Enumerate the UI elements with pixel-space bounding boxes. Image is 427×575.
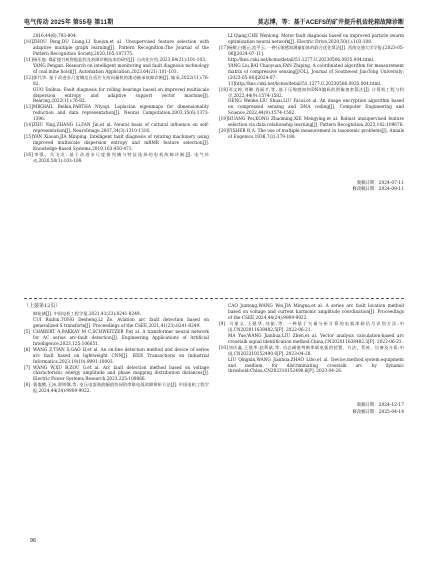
top-right-references <box>219 34 404 194</box>
article-separator <box>24 298 404 299</box>
reference-entry: DENG Wenke,LIU Shuai,LIU Facai,et al. An image encryption algorithm based on compressed sensing and DNA coding[J]. Computer Engineering and Science,2022,44(9):1574-1582. <box>228 99 404 117</box>
reference-entry: [20]FISHER R A. The use of multiple measurement in taxonomic problems[J]. Annals of Eugenics,1936,7(2):179-188. <box>219 129 404 141</box>
reference-entry: [5] CHABERT A,BAKKAY M C,SCHWEITZER P,et al. A transformer neural network for AC series arc-fault detection[J]. Engineering Applications of Artificial Intelligence,2023,125:106651. <box>24 329 209 347</box>
reference-entry: [12]郭代华. 基于改进多尺度熵及自适应支持向量机的滚动轴承故障诊断[J]. 轴承,2022(11):76-82. <box>24 75 209 87</box>
reference-entry: CAO Junteng,WANG Wei,JIA Mingna,et al. A series arc fault location method based on voltage and current harmonic amplitude coordination[J]. Proceedings of the CSEE,2024,44(24):9909-9922. <box>228 304 404 321</box>
reference-entry: LIU Qingxin,WANG Jianhua,ZHAO Libo,et al. Device,method,system,equipment and medium for discriminating crosstalk arc by dynamic threshold:China,CN202310152490.6[P]. 2023-04-28. <box>228 357 404 375</box>
bottom-article-dates <box>219 403 404 415</box>
top-left-references <box>24 34 209 165</box>
reference-entry: [10]刘庆鑫,王建华,赵利斌,等. 动态阈值判断串联电弧的装置、方法、系统、设备及介质:中国,CN202310152490.6[P]. 2023-04-28. <box>219 345 404 357</box>
reference-entry: [19]HUANG Pei,KONG Zhaoming,XIE Mengying,et al. Robust unsupervised feature selection via data relationship learning[J]. Pattern Recognition,2023,142:109676. <box>219 117 404 129</box>
reference-entry: [9] 马建文,王建华,刘振,等. 一种基于矢量分析计算的电弧串联信号识别方法:中国,CN202011638482.5[P]. 2022-06-21. <box>219 321 404 333</box>
continued-label: （上接第12页） <box>24 303 61 309</box>
received-date: 收稿日期：2024-12-17 <box>356 403 404 409</box>
reference-entry: 2016,44(6):793-804. <box>33 34 78 39</box>
reference-entry: GUO Daihua. Fault diagnosis for rolling bearings based on improved multiscale dispersion entropy and adaptive support vector machine[J]. Bearing,2022(11):76-82. <box>33 87 209 105</box>
reference-entry: CUI Ruibin,TONG Desheng,LI Ze. Aviation arc fault detection based on generalized S transform[J]. Proceedings of the CSEE,2021,41(23):8241-8249. <box>33 317 209 329</box>
reference-entry: 障检测[J]. 中国电机工程学报,2021,41(23):8241-8249. <box>33 311 141 317</box>
reference-entry: [15]YAN Xiaoan,JIA Minping. Intelligent fault diagnosis of rotating machinery using improved multiscale dispersion entropy and mRMR feature selection[J]. Knowledge-Based Systems,2019,163:450-471. <box>24 135 209 153</box>
revised-date: 修改稿日期：2024-09-11 <box>352 187 404 193</box>
page-number: 96 <box>30 538 37 544</box>
reference-entry: YANG Liu,BAI Chaoyuan,FAN Zhiping. A coordinated algorithm for measurement matrix of compressive sensing[J/OL]. Journal of Southwest JiaoTong University:(2023-05-06)[2024-07-11]http://kns.cnki.net/kcms/detail/51.1277.U.20230506.0935.004.html. <box>228 63 404 87</box>
reference-entry: [6] WANG Z,TIAN S,GAO H,et al. An on-line detection method and device of series arc fault based on lightweight CNN[J]. IEEE Transactions on Industrial Informatics,2023,19(10):9991-10003. <box>24 347 209 365</box>
bottom-left-references <box>24 304 209 395</box>
reference-entry: [8] 曹俊腾,王沛,贾明娜,等. 电压电流谐波幅值协同的串联电弧故障辨析方法[J]. 中国电机工程学报,2024,44(24):9909-9922. <box>24 383 209 395</box>
reference-entry: LI Qiang,CHE Wenlong. Motor fault diagnosis based on improved particle swarm optimization neural network[J]. Electric Drive,2020,50(1):103-108. <box>228 34 404 45</box>
reference-entry: [18]邓文婷,刘琳,刘福才,等. 基于压缩感知和DNA编码的图像加密算法[J]. 计算机工程与科学,2022,44(9):1574-1582. <box>219 87 404 99</box>
received-date: 收稿日期：2024-07-11 <box>356 181 404 187</box>
header-rule <box>24 27 404 28</box>
running-header <box>24 15 404 29</box>
bottom-right-references <box>219 304 404 416</box>
reference-entry: [16]李强，关飞龙. 基于改进多尺度排列熵与特征选择的电机故障诊断[J]. 电气传动,2020,50(1):103-108. <box>24 153 209 165</box>
article-header: 莫志博，等：基于ACEFS的矿井提升机齿轮箱故障诊断 <box>257 20 404 26</box>
top-article-dates <box>219 181 404 193</box>
reference-entry: [13]MIKHAIL Belkin,PARTHA Niyogi. Laplacian eigenmaps for dimensionality reduction and data representation[J]. Neural Computation,2003,15(6):1373-1396. <box>24 105 209 123</box>
reference-entry: [17]杨柳,白朝元,范平云. 一种压缩感知测量矩阵的联合优化算法[J]. 西南交通大学学报:[2023-05-06][2024-07-11]. http://kns.cnki.net/kcms/detail/51.1277.U.20230506.0935.004.html. <box>219 45 404 63</box>
reference-entry: [10]ZHOU Peng,DU Liang,LI Xuejun,et al. Unsupervised feature selection with adaptive multiple graph learning[J]. Pattern Recognition:The Journal of the Pattern Recognition Society,2020,105:107375. <box>24 39 209 57</box>
reference-entry: [7] WANG W,XU B,ZOU G,et al. Arc fault detection method based on voltage characteristic energy amplitude and phase mapping distribution distances[J]. Electric Power Systems Research,2023,225:109866. <box>24 365 209 383</box>
reference-entry: [11]杨乐地. 煤矿提升机智能监控及故障诊断技术的研究[J]. 自动化应用,2023,64(21):101-103. <box>24 57 207 63</box>
journal-header: 电气传动 2025年 第55卷 第11期 <box>24 20 114 26</box>
reference-entry: [14]ZHU Ying,ZHANG Li,FAN Jin,et al. Neural basis of cultural influence on self-representation[J]. NeuroImage,2007,34(3):1310-1316. <box>24 123 209 135</box>
reference-entry: MA Yue,WANG Jianhua,LIU Zhen,et al. Vector analysis calculation-based arc crosstalk signal identification method:China,CN202011638482.5[P]. 2022-06-21. <box>228 333 404 345</box>
reference-entry: YANG Pengan. Research on intelligent monitoring and fault diagnosis technology of coal mine hoist[J]. Automation Application,2023,64(21):101-103. <box>33 63 209 75</box>
revised-date: 修改稿日期：2025-04-14 <box>352 409 404 415</box>
